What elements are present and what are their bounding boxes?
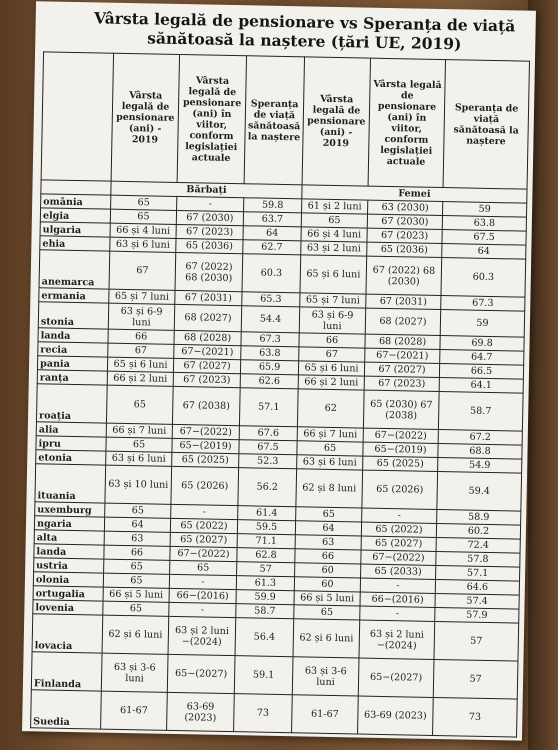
women-retire-future-cell: -: [362, 508, 437, 523]
header-women-retire-2019: Vârsta legală de pensionare (ani) - 2019: [302, 57, 370, 186]
women-retire-future-cell: 67 (2027): [364, 362, 439, 377]
women-healthy-life-cell: 57: [434, 621, 519, 661]
women-healthy-life-cell: 68.8: [438, 444, 522, 460]
table-body: [31, 194, 527, 737]
women-healthy-life-cell: 58.7: [438, 392, 523, 432]
men-retire-future-cell: 67 (2031): [175, 290, 242, 305]
women-retire-2019-cell: 65: [296, 507, 362, 522]
women-retire-future-cell: 65−(2019): [363, 442, 438, 457]
women-retire-2019-cell: 65 și 6 luni: [298, 361, 364, 376]
group-men: Bărbați: [111, 181, 302, 199]
country-cell: landa: [34, 544, 104, 559]
women-retire-future-cell: 67−(2022): [361, 550, 436, 565]
men-retire-2019-cell: 63: [104, 531, 170, 546]
women-retire-2019-cell: 67: [299, 347, 365, 362]
men-healthy-life-cell: 54.4: [241, 306, 299, 333]
women-healthy-life-cell: 59: [443, 202, 527, 218]
women-retire-2019-cell: 66 și 4 luni: [301, 227, 367, 242]
women-retire-2019-cell: 63 și 3-6 luni: [292, 657, 359, 696]
table-header-row: [41, 52, 529, 189]
men-healthy-life-cell: 62.6: [240, 374, 298, 389]
country-cell: Finlanda: [31, 652, 102, 691]
country-cell: recia: [38, 342, 108, 357]
men-healthy-life-cell: 57: [237, 562, 295, 577]
men-retire-2019-cell: 67: [109, 251, 176, 290]
country-cell: ipru: [36, 436, 106, 451]
women-healthy-life-cell: 66.5: [439, 364, 523, 380]
country-cell: alia: [36, 422, 106, 437]
country-cell: pania: [37, 356, 107, 371]
men-retire-future-cell: 67 (2023): [173, 372, 240, 387]
women-retire-2019-cell: 61-67: [292, 695, 359, 734]
country-cell: alta: [34, 530, 104, 545]
men-retire-future-cell: 67 (2038): [172, 386, 240, 425]
page-title: Vârsta legală de pensionare vs Speranța de viață sănătoasă la naștere (țări UE, 2019): [93, 8, 516, 54]
country-cell: ulgaria: [40, 222, 110, 237]
men-retire-2019-cell: 66 și 7 luni: [106, 423, 172, 438]
women-retire-2019-cell: 63 și 2 luni: [301, 241, 367, 256]
men-healthy-life-cell: 67.3: [241, 332, 299, 347]
men-healthy-life-cell: 59.8: [244, 198, 302, 213]
women-retire-future-cell: -: [360, 578, 435, 593]
men-healthy-life-cell: 63.8: [241, 346, 299, 361]
men-retire-2019-cell: 63 și 6 luni: [106, 451, 172, 466]
country-cell: omânia: [41, 194, 111, 209]
men-retire-future-cell: 63-69 (2023): [167, 692, 235, 731]
country-cell: ermania: [39, 288, 109, 303]
country-cell: ehia: [40, 236, 110, 251]
men-retire-future-cell: 65 (2026): [171, 466, 239, 505]
women-retire-2019-cell: 66: [299, 333, 365, 348]
men-healthy-life-cell: 61.3: [236, 576, 294, 591]
men-retire-future-cell: 66−(2016): [169, 588, 236, 603]
men-retire-2019-cell: 65: [111, 195, 177, 210]
women-retire-future-cell: 65 (2030) 67 (2038): [363, 390, 439, 429]
men-healthy-life-cell: 65.3: [242, 292, 300, 307]
men-retire-2019-cell: 65: [103, 601, 169, 616]
women-retire-future-cell: 65 (2027): [361, 536, 436, 551]
men-healthy-life-cell: 56.2: [238, 468, 297, 507]
women-retire-future-cell: 67 (2023): [367, 228, 442, 243]
women-retire-2019-cell: 64: [295, 521, 361, 536]
header-men-healthy-life: Speranța de viață sănătoasă la naștere: [244, 56, 304, 185]
women-retire-2019-cell: 60: [294, 577, 360, 592]
group-blank: [41, 180, 111, 195]
men-retire-future-cell: 65 (2027): [170, 532, 237, 547]
men-retire-2019-cell: 61-67: [101, 691, 168, 730]
women-retire-2019-cell: 66 și 7 luni: [297, 427, 363, 442]
men-retire-2019-cell: 66: [104, 545, 170, 560]
table-row: [31, 690, 518, 737]
men-healthy-life-cell: 73: [234, 694, 293, 733]
country-cell: ngaria: [34, 516, 104, 531]
men-retire-2019-cell: 65: [104, 559, 170, 574]
women-retire-future-cell: 65 (2036): [367, 242, 442, 257]
women-retire-2019-cell: 63: [295, 535, 361, 550]
women-healthy-life-cell: 73: [433, 697, 518, 737]
country-cell: landa: [38, 328, 108, 343]
header-country: [41, 52, 113, 181]
women-retire-future-cell: 66−(2016): [360, 592, 435, 607]
women-retire-2019-cell: 65 și 6 luni: [300, 255, 367, 294]
men-retire-2019-cell: 64: [104, 517, 170, 532]
men-retire-2019-cell: 62 și 6 luni: [102, 615, 169, 654]
women-healthy-life-cell: 72.4: [436, 537, 520, 553]
men-healthy-life-cell: 71.1: [237, 534, 295, 549]
women-retire-future-cell: 67 (2031): [366, 294, 441, 309]
header-men-retire-future: Vârsta legală de pensionare (ani) în viitor, conform legislației actuale: [177, 54, 246, 183]
men-retire-future-cell: -: [169, 602, 236, 617]
country-cell: lovacia: [32, 614, 103, 653]
women-healthy-life-cell: 69.8: [440, 336, 524, 352]
country-cell: elgia: [40, 208, 110, 223]
men-retire-2019-cell: 63 și 10 luni: [105, 465, 172, 504]
women-retire-2019-cell: 66 și 2 luni: [298, 375, 364, 390]
women-healthy-life-cell: 57.4: [435, 593, 519, 609]
men-retire-2019-cell: 66: [108, 329, 174, 344]
men-healthy-life-cell: 52.3: [239, 454, 297, 469]
men-retire-2019-cell: 65: [106, 385, 173, 424]
men-healthy-life-cell: 62.8: [237, 548, 295, 563]
women-retire-2019-cell: 61 și 2 luni: [302, 199, 368, 214]
men-retire-2019-cell: 67: [108, 343, 174, 358]
men-retire-2019-cell: 65 și 6 luni: [107, 357, 173, 372]
men-retire-2019-cell: 65: [105, 503, 171, 518]
men-healthy-life-cell: 59.1: [234, 656, 293, 695]
women-retire-2019-cell: 65: [301, 213, 367, 228]
women-retire-future-cell: 63-69 (2023): [358, 696, 434, 735]
country-cell: ustria: [34, 558, 104, 573]
men-retire-2019-cell: 63 și 3-6 luni: [101, 653, 168, 692]
women-retire-future-cell: 65 (2025): [363, 456, 438, 471]
men-healthy-life-cell: 59.9: [236, 590, 294, 605]
men-retire-future-cell: 65−(2019): [172, 438, 239, 453]
men-healthy-life-cell: 61.4: [238, 506, 296, 521]
women-healthy-life-cell: 67.2: [438, 430, 522, 446]
men-healthy-life-cell: 62.7: [243, 240, 301, 255]
country-cell: etonia: [36, 450, 106, 465]
men-retire-future-cell: 67−(2022): [172, 424, 239, 439]
women-retire-future-cell: 67−(2021): [365, 348, 440, 363]
women-retire-future-cell: 63 (2030): [368, 200, 443, 215]
men-retire-2019-cell: 66 și 2 luni: [107, 371, 173, 386]
women-retire-future-cell: 67−(2022): [363, 428, 438, 443]
men-retire-2019-cell: 65 și 7 luni: [109, 289, 175, 304]
women-retire-2019-cell: 60: [295, 563, 361, 578]
men-healthy-life-cell: 59.5: [237, 520, 295, 535]
women-retire-2019-cell: 66 și 5 luni: [294, 591, 360, 606]
men-retire-future-cell: 65 (2025): [172, 452, 239, 467]
men-healthy-life-cell: 63.7: [243, 212, 301, 227]
country-cell: olonia: [33, 572, 103, 587]
women-retire-future-cell: 67 (2030): [367, 214, 442, 229]
women-retire-2019-cell: 65: [294, 605, 360, 620]
men-retire-future-cell: -: [177, 196, 244, 211]
women-retire-future-cell: 65−(2027): [358, 658, 434, 697]
men-retire-future-cell: 67 (2030): [176, 210, 243, 225]
men-retire-future-cell: 65: [170, 560, 237, 575]
men-retire-2019-cell: 65: [106, 437, 172, 452]
women-healthy-life-cell: 64.6: [435, 579, 519, 595]
men-healthy-life-cell: 58.7: [236, 604, 294, 619]
women-retire-2019-cell: 62: [297, 389, 364, 428]
women-retire-2019-cell: 65: [297, 441, 363, 456]
country-cell: ortugalia: [33, 586, 103, 601]
header-men-retire-2019: Vârsta legală de pensionare (ani) - 2019: [111, 53, 179, 182]
country-cell: uxemburg: [35, 502, 105, 517]
men-retire-2019-cell: 63 și 6 luni: [110, 237, 176, 252]
men-retire-future-cell: -: [171, 504, 238, 519]
men-healthy-life-cell: 67.6: [239, 426, 297, 441]
men-retire-future-cell: 65−(2027): [167, 654, 235, 693]
men-healthy-life-cell: 56.4: [235, 618, 294, 657]
country-cell: lovenia: [33, 600, 103, 615]
women-healthy-life-cell: 59: [440, 310, 524, 338]
country-cell: Suedia: [31, 690, 102, 729]
women-healthy-life-cell: 57.1: [436, 565, 520, 581]
country-cell: ituania: [35, 464, 106, 503]
men-retire-2019-cell: 65: [110, 209, 176, 224]
women-retire-future-cell: 65 (2026): [362, 470, 438, 509]
women-healthy-life-cell: 64: [442, 244, 526, 260]
men-retire-future-cell: 67 (2023): [176, 224, 243, 239]
women-retire-future-cell: -: [360, 606, 435, 621]
men-retire-2019-cell: 65: [103, 573, 169, 588]
header-women-healthy-life: Speranța de viață sănătoasă la naștere: [443, 60, 529, 190]
women-retire-2019-cell: 65 și 7 luni: [300, 293, 366, 308]
women-retire-2019-cell: 66: [295, 549, 361, 564]
women-retire-future-cell: 67 (2022) 68 (2030): [366, 256, 442, 295]
women-healthy-life-cell: 67.3: [441, 296, 525, 312]
men-healthy-life-cell: 64: [243, 226, 301, 241]
men-healthy-life-cell: 60.3: [242, 254, 301, 293]
women-healthy-life-cell: 60.2: [436, 523, 520, 539]
pension-table: [30, 51, 530, 737]
men-retire-2019-cell: 66 și 4 luni: [110, 223, 176, 238]
men-healthy-life-cell: 67.5: [239, 440, 297, 455]
country-cell: ranța: [37, 370, 107, 385]
men-retire-future-cell: 68 (2027): [174, 304, 241, 331]
women-retire-2019-cell: 62 și 8 luni: [296, 469, 363, 508]
country-cell: anemarca: [39, 250, 110, 289]
women-retire-2019-cell: 63 și 6-9 luni: [299, 307, 365, 334]
men-healthy-life-cell: 65.9: [240, 360, 298, 375]
women-retire-future-cell: 67 (2023): [364, 376, 439, 391]
women-healthy-life-cell: 64.1: [439, 378, 523, 394]
men-retire-future-cell: -: [169, 574, 236, 589]
men-retire-2019-cell: 66 și 5 luni: [103, 587, 169, 602]
women-retire-2019-cell: 63 și 6 luni: [297, 455, 363, 470]
women-retire-future-cell: 63 și 2 luni −(2024): [359, 620, 435, 659]
header-women-retire-future: Vârsta legală de pensionare (ani) în viitor, conform legislației actuale: [368, 58, 445, 187]
women-retire-future-cell: 65 (2033): [361, 564, 436, 579]
women-healthy-life-cell: 57.8: [436, 551, 520, 567]
paper-sheet: [22, 1, 536, 740]
men-retire-2019-cell: 63 și 6-9 luni: [108, 303, 174, 330]
women-healthy-life-cell: 57: [433, 659, 518, 699]
men-retire-future-cell: 63 și 2 luni −(2024): [168, 616, 236, 655]
men-retire-future-cell: 67 (2022) 68 (2030): [175, 252, 243, 291]
women-healthy-life-cell: 64.7: [440, 350, 524, 366]
men-retire-future-cell: 65 (2036): [176, 238, 243, 253]
women-retire-future-cell: 65 (2022): [361, 522, 436, 537]
women-healthy-life-cell: 63.8: [442, 216, 526, 232]
men-retire-future-cell: 68 (2028): [174, 330, 241, 345]
men-retire-future-cell: 67−(2021): [174, 344, 241, 359]
country-cell: roația: [36, 384, 107, 423]
women-healthy-life-cell: 67.5: [442, 230, 526, 246]
women-retire-2019-cell: 62 și 6 luni: [293, 619, 360, 658]
women-healthy-life-cell: 58.9: [437, 509, 521, 525]
women-retire-future-cell: 68 (2027): [365, 308, 440, 335]
women-healthy-life-cell: 57.9: [435, 607, 519, 623]
women-retire-future-cell: 68 (2028): [365, 334, 440, 349]
men-retire-future-cell: 67 (2027): [173, 358, 240, 373]
women-healthy-life-cell: 54.9: [438, 457, 522, 473]
group-women: Femei: [302, 185, 527, 203]
country-cell: stonia: [38, 302, 108, 329]
women-healthy-life-cell: 60.3: [441, 258, 526, 298]
men-retire-future-cell: 65 (2022): [170, 518, 237, 533]
men-retire-future-cell: 67−(2022): [170, 546, 237, 561]
women-healthy-life-cell: 59.4: [437, 471, 522, 511]
men-healthy-life-cell: 57.1: [239, 388, 298, 427]
